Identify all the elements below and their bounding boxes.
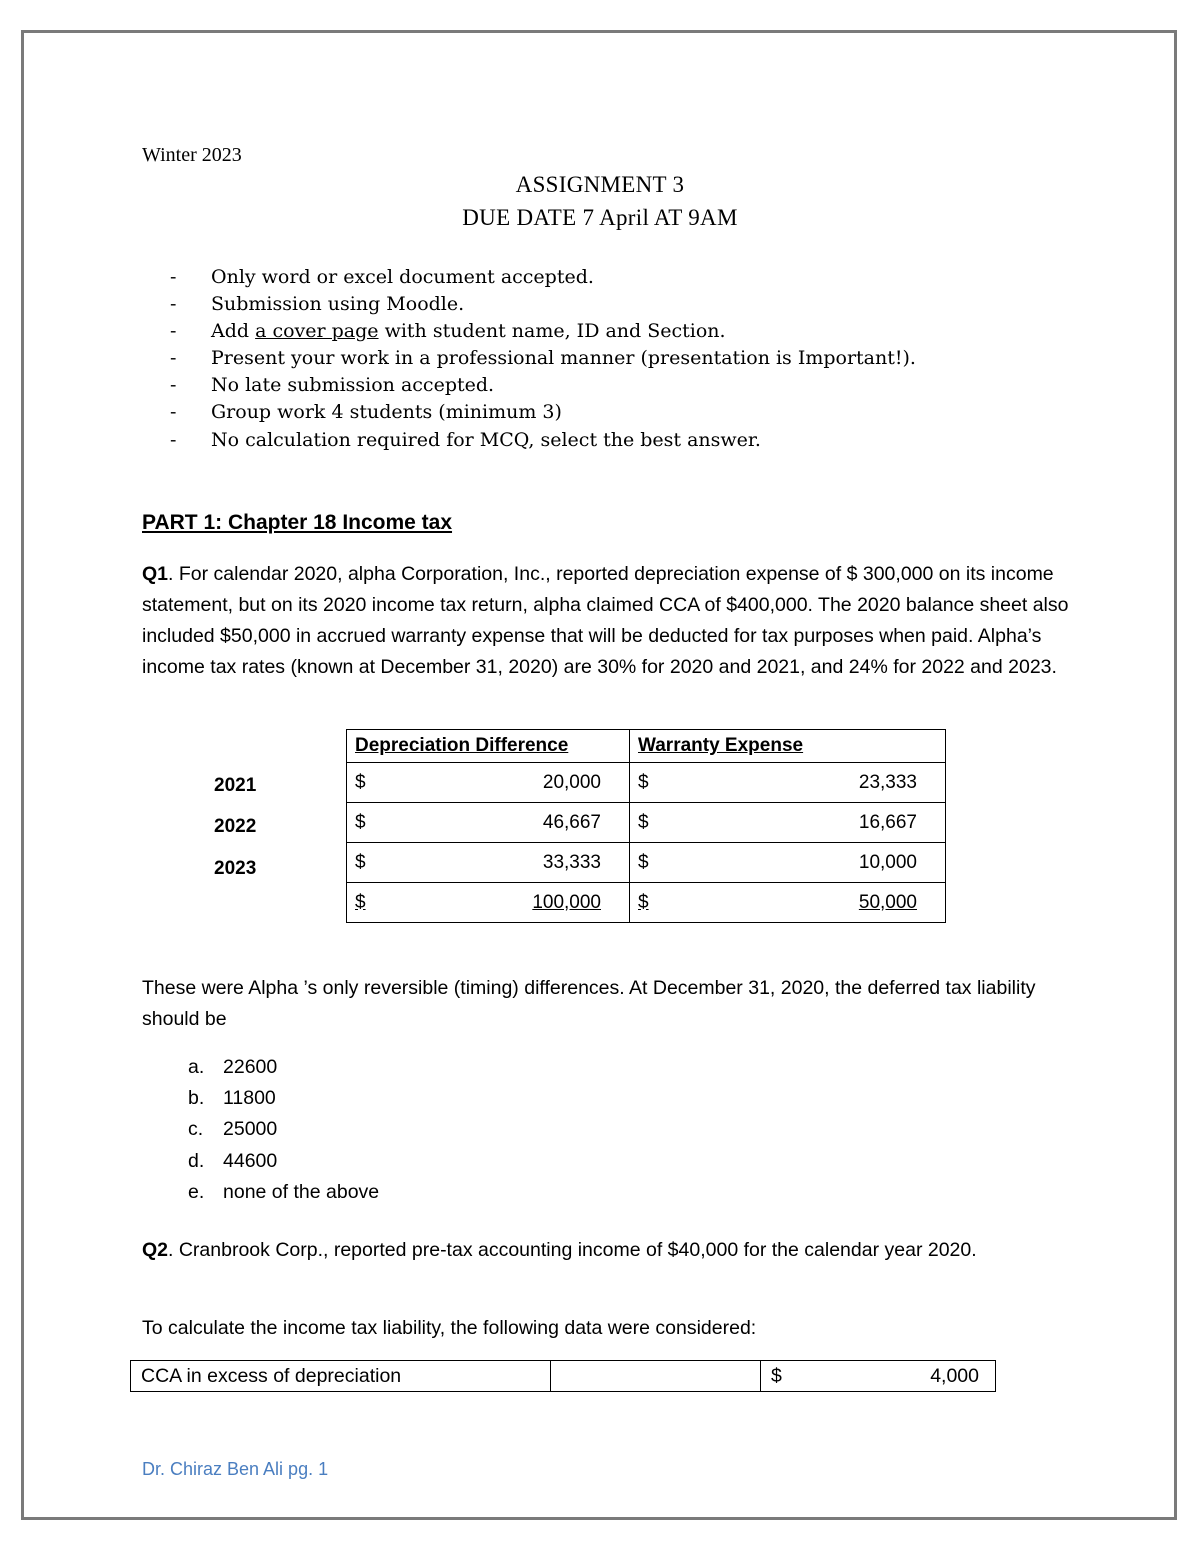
assignment-title: ASSIGNMENT 3: [515, 172, 685, 197]
cover-page-text: a cover page: [255, 320, 379, 343]
rule-text-post: with student name, ID and Section.: [378, 320, 726, 343]
option-text: 22600: [223, 1056, 278, 1078]
page-footer: Dr. Chiraz Ben Ali pg. 1: [142, 1459, 329, 1479]
rules-list: [170, 264, 916, 454]
war-total: 50,000: [858, 891, 917, 913]
rule-text: Submission using Moodle.: [211, 293, 465, 316]
year-label: 2023: [214, 858, 257, 879]
rule-text: Only word or excel document accepted.: [211, 266, 594, 288]
currency-symbol: $: [638, 891, 649, 913]
q2-text: . Cranbrook Corp., reported pre-tax accounting income of $40,000 for the calendar year 2020.: [168, 1239, 977, 1261]
rule-item: [170, 372, 916, 399]
option-item[interactable]: [188, 1177, 379, 1208]
q2-row-value-cell: [761, 1361, 996, 1392]
rule-dash: -: [170, 266, 177, 288]
option-item[interactable]: [188, 1083, 379, 1114]
rule-text: No late submission accepted.: [211, 374, 495, 397]
dep-total: 100,000: [532, 891, 601, 913]
dep-value: 46,667: [542, 811, 601, 833]
q2-row-value: 4,000: [930, 1364, 979, 1387]
rule-item: [170, 345, 916, 372]
currency-symbol: $: [638, 811, 649, 833]
q1-label: Q1: [142, 563, 169, 585]
rule-text: Group work 4 students (minimum 3): [211, 401, 562, 424]
q1-options: [188, 1052, 379, 1208]
dep-value: 20,000: [542, 771, 601, 793]
rule-dash: -: [170, 293, 177, 316]
war-value: 16,667: [858, 811, 917, 833]
q1-text: . For calendar 2020, alpha Corporation, Inc., reported depreciation expense of $ 300,000 on its income statement, but on its 2020 income tax return, alpha claimed CCA of $400,000. The 2020 balance sheet also included $50,000 in accrued warranty expense that will be deducted for tax purposes when paid. Alpha’s income tax rates (known at December 31, 2020) are 30% for 2020 and 2021, and 24% for 2022 and 2023.: [142, 563, 1069, 678]
currency-symbol: $: [771, 1364, 782, 1387]
q1-question: These were Alpha ’s only reversible (timing) differences. At December 31, 2020, the deferred tax liability should be: [142, 977, 1036, 1030]
option-letter: e.: [188, 1180, 205, 1203]
year-label: 2022: [214, 816, 257, 837]
currency-symbol: $: [638, 771, 649, 793]
rule-item: [170, 318, 916, 345]
option-text: 44600: [223, 1149, 278, 1172]
rule-item: [170, 264, 916, 291]
part-heading: PART 1: Chapter 18 Income tax: [142, 511, 453, 534]
option-text: 25000: [223, 1118, 278, 1141]
term-label: Winter 2023: [142, 144, 242, 166]
option-letter: c.: [188, 1118, 204, 1141]
option-item[interactable]: [188, 1052, 379, 1083]
currency-symbol: $: [355, 811, 366, 833]
timing-differences-table: [346, 729, 946, 923]
q2-label: Q2: [142, 1239, 169, 1261]
table-total-row: [347, 883, 946, 923]
rule-text: Present your work in a professional manner (presentation is Important!).: [211, 347, 916, 370]
due-date: DUE DATE 7 April AT 9AM: [462, 205, 738, 230]
rule-item: [170, 399, 916, 426]
rule-text-pre: Add: [211, 320, 256, 343]
table-row: [347, 763, 946, 803]
q2-row-middle: [551, 1361, 761, 1392]
option-text: none of the above: [223, 1180, 380, 1203]
currency-symbol: $: [355, 851, 366, 873]
q2-intro: To calculate the income tax liability, the following data were considered:: [142, 1317, 757, 1339]
q2-paragraph: [142, 1235, 1072, 1266]
war-cell: [630, 803, 946, 843]
option-letter: d.: [188, 1149, 205, 1172]
war-value: 23,333: [858, 771, 917, 793]
rule-dash: -: [170, 320, 177, 343]
option-text: 11800: [223, 1087, 276, 1110]
rule-dash: -: [170, 428, 177, 451]
rule-dash: -: [170, 374, 177, 397]
rule-dash: -: [170, 347, 177, 370]
currency-symbol: $: [355, 771, 366, 793]
rule-dash: -: [170, 401, 177, 424]
option-letter: a.: [188, 1056, 205, 1078]
rule-item: [170, 291, 916, 318]
war-value: 10,000: [858, 851, 917, 873]
q2-data-table: [130, 1360, 996, 1392]
option-item[interactable]: [188, 1146, 379, 1177]
option-item[interactable]: [188, 1114, 379, 1145]
war-total-cell: [630, 883, 946, 923]
currency-symbol: $: [638, 851, 649, 873]
rule-text: No calculation required for MCQ, select the best answer.: [211, 428, 761, 451]
header-warranty-expense: Warranty Expense: [630, 730, 946, 763]
option-letter: b.: [188, 1087, 205, 1110]
dep-cell: [347, 843, 630, 883]
header-depreciation-difference: Depreciation Difference: [347, 730, 630, 763]
table-row: [131, 1361, 996, 1392]
dep-cell: [347, 803, 630, 843]
table-row: [347, 843, 946, 883]
q2-row-label: CCA in excess of depreciation: [131, 1361, 551, 1392]
dep-cell: [347, 763, 630, 803]
table-header-row: [347, 730, 946, 763]
year-label: 2021: [214, 775, 257, 796]
war-cell: [630, 763, 946, 803]
dep-value: 33,333: [542, 851, 601, 873]
dep-total-cell: [347, 883, 630, 923]
q1-paragraph: [142, 559, 1072, 683]
currency-symbol: $: [355, 891, 366, 913]
table-row: [347, 803, 946, 843]
war-cell: [630, 843, 946, 883]
rule-item: [170, 427, 916, 454]
